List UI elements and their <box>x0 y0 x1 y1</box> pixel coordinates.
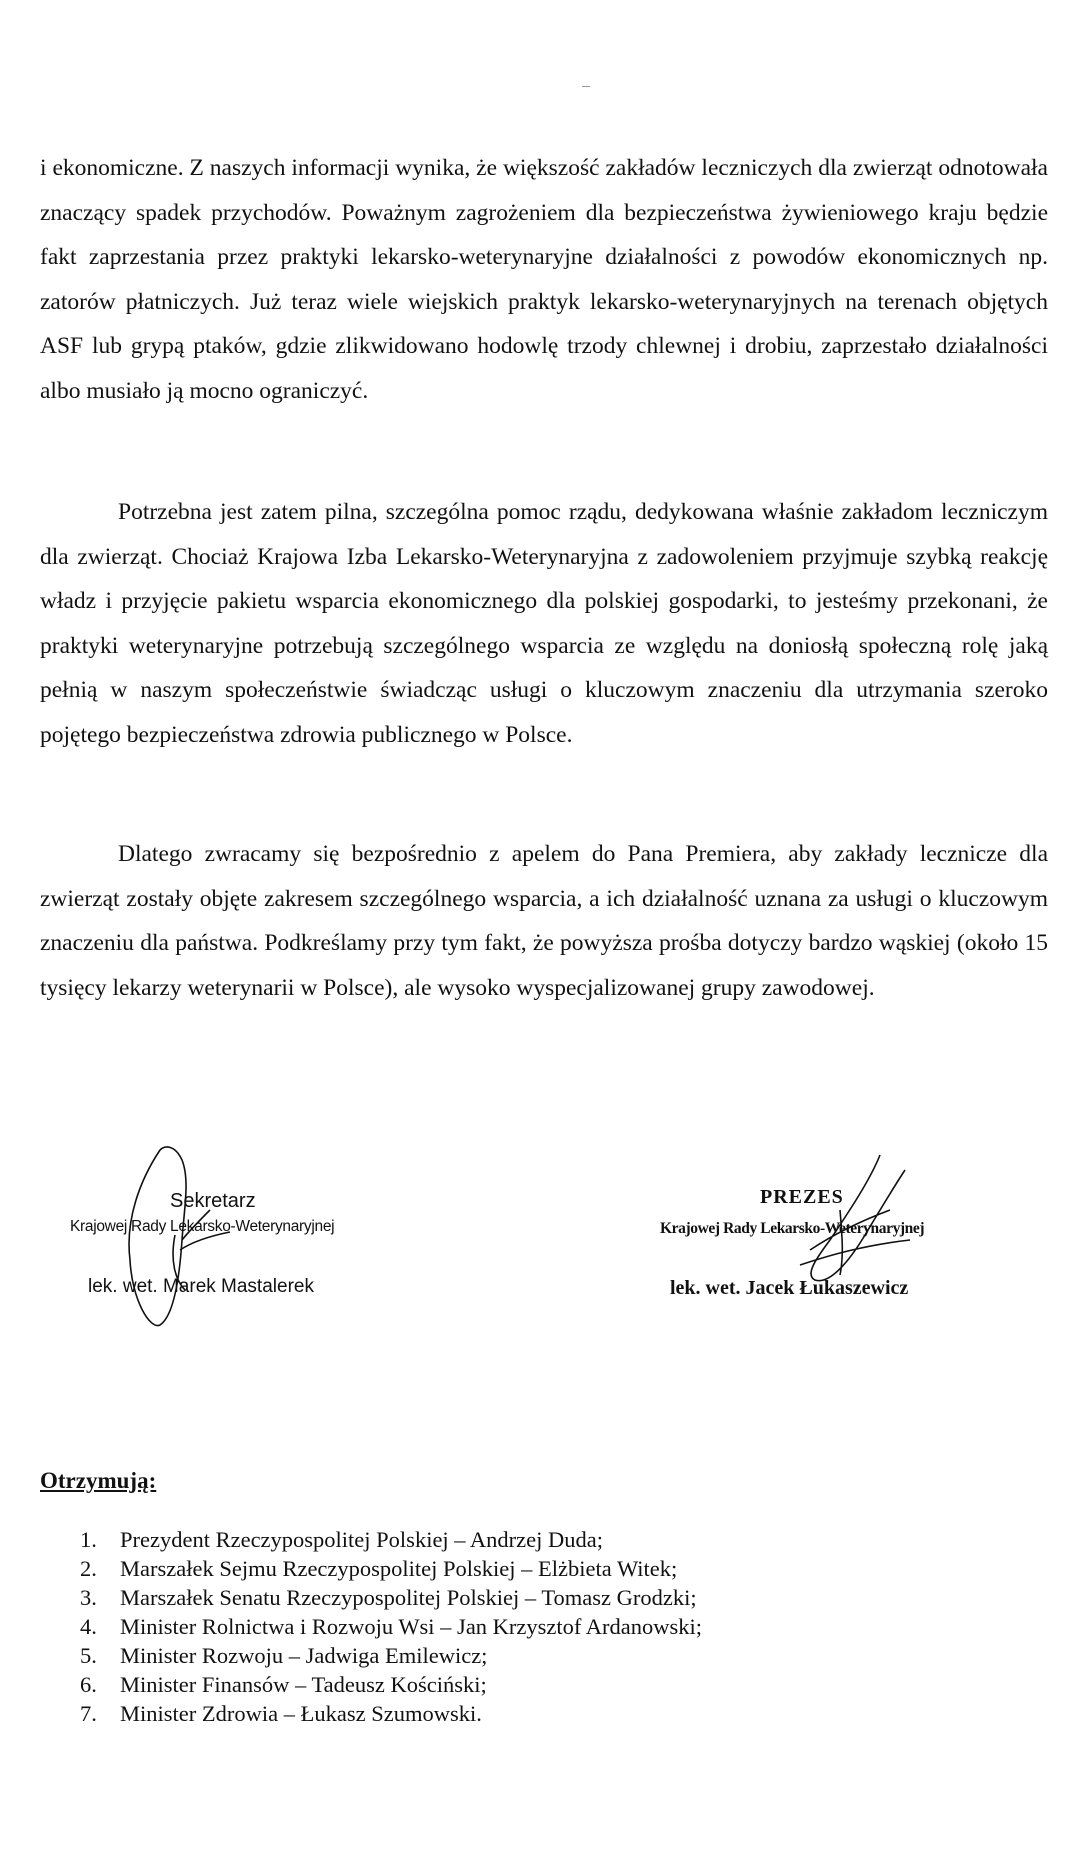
signatory-title: Sekretarz <box>170 1190 256 1212</box>
list-item-number: 2. <box>80 1556 97 1581</box>
list-item-number: 6. <box>80 1672 97 1697</box>
signatory-organization: Krajowej Rady Lekarsko-Weterynaryjnej <box>660 1220 925 1237</box>
list-item <box>80 1612 702 1641</box>
page-mark <box>582 86 590 87</box>
list-item-number: 7. <box>80 1701 97 1726</box>
signatory-title: PREZES <box>760 1186 844 1208</box>
list-item-number: 1. <box>80 1527 97 1552</box>
list-item <box>80 1583 702 1612</box>
signatory-organization: Krajowej Rady Lekarsko-Weterynaryjnej <box>70 1218 335 1235</box>
recipients-heading: Otrzymują: <box>40 1468 157 1493</box>
paragraph-1-text: i ekonomiczne. Z naszych informacji wynika, że większość zakładów leczniczych dla zwierząt odnotowała znaczący spadek przychodów. Poważnym zagrożeniem dla bezpieczeństwa żywieniowego kraju będzie fakt zaprzestania przez praktyki lekarsko-weterynaryjne działalności z powodów ekonomicznych np. zatorów płatniczych. Już teraz wiele wiejskich praktyk lekarsko-weterynaryjnych na terenach objętych ASF lub grypą ptaków, gdzie zlikwidowano hodowlę trzody chlewnej i drobiu, zaprzestało działalności albo musiało ją mocno ograniczyć. <box>40 155 1048 404</box>
list-item-text: Minister Rolnictwa i Rozwoju Wsi – Jan Krzysztof Ardanowski; <box>120 1614 703 1639</box>
list-item <box>80 1641 702 1670</box>
recipients-list <box>80 1525 702 1728</box>
handwritten-signature-secretary <box>120 1140 240 1340</box>
list-item <box>80 1670 702 1699</box>
list-item-number: 4. <box>80 1614 97 1639</box>
list-item <box>80 1525 702 1554</box>
list-item-text: Marszałek Senatu Rzeczypospolitej Polskiej – Tomasz Grodzki; <box>120 1585 697 1610</box>
paragraph-2-text: Potrzebna jest zatem pilna, szczególna pomoc rządu, dedykowana właśnie zakładom leczniczym dla zwierząt. Chociaż Krajowa Izba Lekarsko-Weterynaryjna z zadowoleniem przyjmuje szybką reakcję władz i przyjęcie pakietu wsparcia ekonomicznego dla polskiej gospodarki, to jesteśmy przekonani, że praktyki weterynaryjne potrzebują szczególnego wsparcia ze względu na doniosłą społeczną rolę jaką pełnią w naszym społeczeństwie świadcząc usługi o kluczowym znaczeniu dla utrzymania szeroko pojętego bezpieczeństwa zdrowia publicznego w Polsce. <box>40 499 1048 748</box>
list-item <box>80 1554 702 1583</box>
list-item <box>80 1699 702 1728</box>
paragraph-1 <box>40 146 1048 413</box>
list-item-number: 3. <box>80 1585 97 1610</box>
paragraph-3-text: Dlatego zwracamy się bezpośrednio z apelem do Pana Premiera, aby zakłady lecznicze dla zwierząt zostały objęte zakresem szczególnego wsparcia, a ich działalność uznana za usługi o kluczowym znaczeniu dla państwa. Podkreślamy przy tym fakt, że powyższa prośba dotyczy bardzo wąskiej (około 15 tysięcy lekarzy weterynarii w Polsce), ale wysoko wyspecjalizowanej grupy zawodowej. <box>40 841 1048 1001</box>
list-item-text: Prezydent Rzeczypospolitej Polskiej – Andrzej Duda; <box>120 1527 604 1552</box>
list-item-number: 5. <box>80 1643 97 1668</box>
paragraph-3 <box>40 832 1048 1010</box>
list-item-text: Marszałek Sejmu Rzeczypospolitej Polskiej – Elżbieta Witek; <box>120 1556 678 1581</box>
list-item-text: Minister Rozwoju – Jadwiga Emilewicz; <box>120 1643 488 1668</box>
signatory-name: lek. wet. Marek Mastalerek <box>88 1276 314 1297</box>
list-item-text: Minister Finansów – Tadeusz Kościński; <box>120 1672 487 1697</box>
paragraph-2 <box>40 490 1048 757</box>
list-item-text: Minister Zdrowia – Łukasz Szumowski. <box>120 1701 482 1726</box>
signatory-name: lek. wet. Jacek Łukaszewicz <box>670 1277 909 1299</box>
